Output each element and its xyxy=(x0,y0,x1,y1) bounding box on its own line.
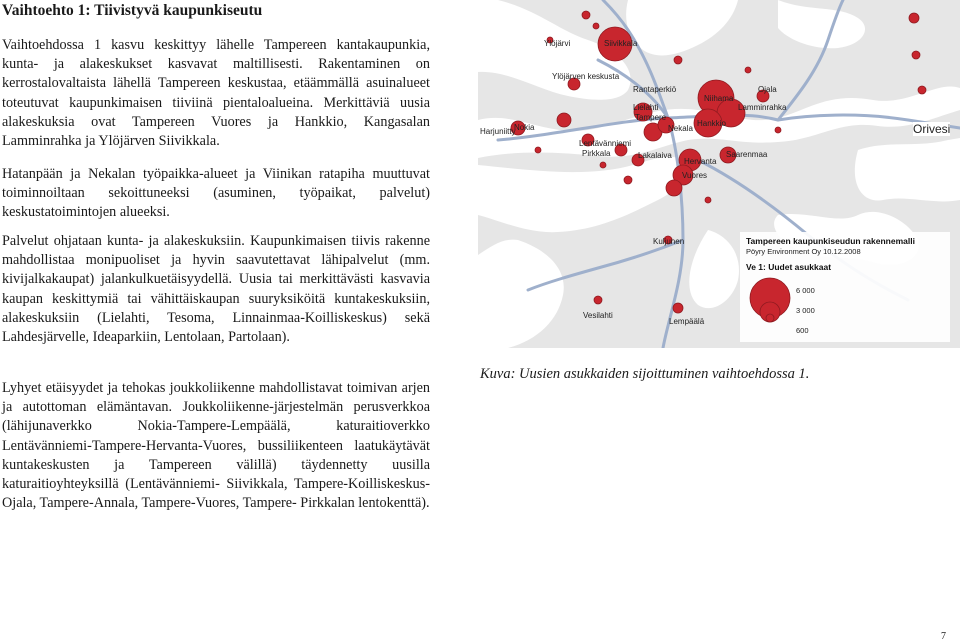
bubble-small-a xyxy=(624,176,632,184)
bubble-orivesi-b xyxy=(912,51,920,59)
label-rantaperkio: Rantaperkiö xyxy=(633,85,677,94)
bubble-vesilahti xyxy=(594,296,602,304)
paragraph-transport: Lyhyet etäisyydet ja tehokas joukkoliikenne mahdollistavat toimivan arjen ja autottoman elämäntavan. Joukkoliikenne-järjestelmän perusverkkoa (lähijunaverkko Nokia-Tampere-Lempäälä, katuraitioverkko Lentävänniemi-Tampere-Hervanta-Vuores, bussiliikenteen laatukäytävät kuntakeskusten ja Tampereen välillä) täydennetty uusilla katuraitioyhteyksillä (Lentävänniemi- Siivikkala, Tampere-Koilliskeskus-Ojala, Tampere-Annala, Tampere-Vuores, Tampere- Pirkkalan lentokenttä). xyxy=(2,380,430,512)
legend-value-medium: 3 000 xyxy=(796,306,815,315)
legend-bubble-small xyxy=(766,314,774,322)
label-tampere: Tampere xyxy=(635,113,667,122)
paragraph-services: Palvelut ohjataan kunta- ja alakeskuksiin. Kaupunkimaisen tiivis rakenne mahdollistaa monipuoliset ja hyvin saavutettavat lähipalvelut (mm. kivijalkakaupat) jalankulkuetäisyydellä. Uusia tai merkittävästi kasvavia kaupan keskittymiä tai vähittäiskaupan suuryksiköitä kuntakeskuksiin, alakeskuksiin (Lielahti, Tesoma, Linnainmaa-Koilliskeskus) sekä Lahdesjärvelle, Ideaparkiin, Lentolaan, Partolaan). xyxy=(2,233,430,346)
label-lamminrahka: Lamminrahka xyxy=(738,103,787,112)
legend-value-large: 6 000 xyxy=(796,286,815,295)
page-number: 7 xyxy=(941,631,946,642)
label-ylojarvi: Ylöjärvi xyxy=(544,39,571,48)
label-ojala: Ojala xyxy=(758,85,777,94)
label-nokia: Nokia xyxy=(514,123,535,132)
label-orivesi: Orivesi xyxy=(913,122,951,136)
map-legend xyxy=(740,232,950,342)
figure-caption: Kuva: Uusien asukkaiden sijoittuminen vaihtoehdossa 1. xyxy=(480,366,810,382)
bubble-north-a xyxy=(582,11,590,19)
label-vuores: Vuores xyxy=(682,171,708,180)
label-hankkio: Hankkio xyxy=(697,119,726,128)
bubble-vuores-south xyxy=(666,180,682,196)
label-lempaala: Lempäälä xyxy=(669,317,705,326)
label-pirkkala: Pirkkala xyxy=(582,149,611,158)
bubble-small-c xyxy=(535,147,541,153)
bubble-orivesi-c xyxy=(918,86,926,94)
legend-subtitle: Ve 1: Uudet asukkaat xyxy=(746,262,832,272)
bubble-lempaala xyxy=(673,303,683,313)
label-lentavanniemi: Lentävänniemi xyxy=(579,139,632,148)
bubble-kangasala-a xyxy=(674,56,682,64)
page-heading: Vaihtoehto 1: Tiivistyvä kaupunkiseutu xyxy=(2,2,263,19)
label-hervanta: Hervanta xyxy=(684,157,717,166)
label-ylojarven-keskusta: Ylöjärven keskusta xyxy=(552,72,620,81)
bubble-north-b xyxy=(593,23,599,29)
paragraph-intro: Vaihtoehdossa 1 kasvu keskittyy lähelle Tampereen kantakaupunkia, kunta- ja alakeskukset kasvavat maltillisesti. Rakentaminen on kerrostalovaltaista lähellä Tampereen keskustaa, etäämmällä asuinalueet toteutuvat kaupunkimaisen tiiviinä pientaloalueina. Merkittäviä uusia alakeskuksia ovat Tampereen Vuores ja Hankkio, Kangasalan Lamminrahka ja Ylöjärven Siivikkala. xyxy=(2,37,430,150)
bubble-small-b xyxy=(600,162,606,168)
label-nekala: Nekala xyxy=(668,124,693,133)
label-saarenmaa: Saarenmaa xyxy=(726,150,768,159)
bubble-orivesi-a xyxy=(909,13,919,23)
bubble-small-e xyxy=(775,127,781,133)
bubble-lielahti xyxy=(557,113,571,127)
label-niihama: Niihama xyxy=(704,94,734,103)
legend-title: Tampereen kaupunkiseudun rakennemalli xyxy=(746,236,915,246)
label-kuljunen: Kuljunen xyxy=(653,237,685,246)
structure-model-map xyxy=(478,0,960,348)
label-vesilahti: Vesilahti xyxy=(583,311,613,320)
bubble-small-d xyxy=(705,197,711,203)
label-siivikkala: Siivikkala xyxy=(604,39,638,48)
legend-source: Pöyry Environment Oy 10.12.2008 xyxy=(746,247,861,256)
legend-value-small: 600 xyxy=(796,326,809,335)
lake-east xyxy=(855,138,960,201)
label-lakalaiva: Lakalaiva xyxy=(638,151,672,160)
paragraph-workplaces: Hatanpään ja Nekalan työpaikka-alueet ja Viinikan ratapiha muuttuvat toiminnoiltaan sekoittuneeksi (asuminen, työpaikat, palvelut) keskustatoimintojen alueeksi. xyxy=(2,166,430,221)
bubble-kangasala-b xyxy=(745,67,751,73)
label-harjuniitty: Harjuniitty xyxy=(480,127,516,136)
label-lielahti: Lielahti xyxy=(633,103,659,112)
